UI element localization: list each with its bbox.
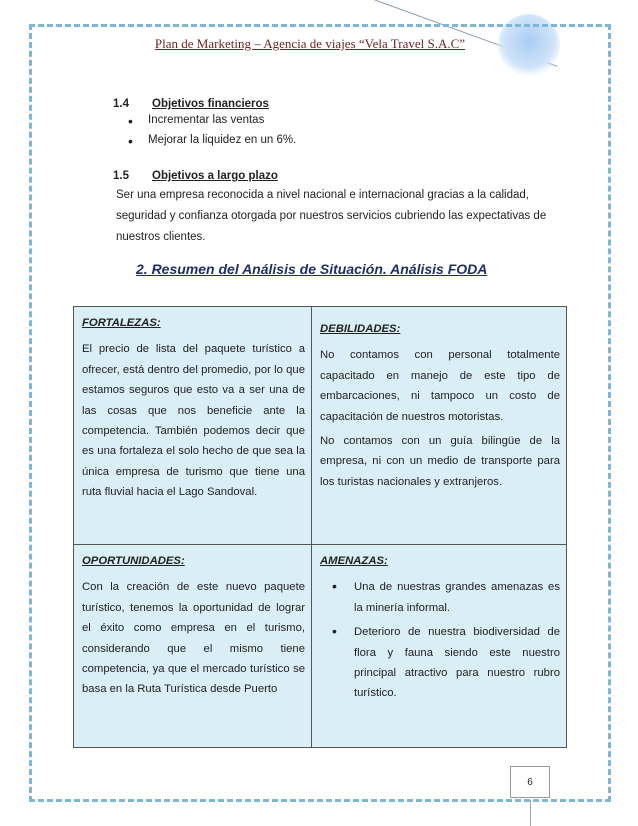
debilidades-heading: DEBILIDADES: [320, 323, 401, 335]
amenazas-list [320, 577, 560, 703]
list-item: • Deterioro de nuestra biodiversidad de flora y fauna siendo este nuestro principal atractivo para nuestro rubro turístico. [354, 622, 560, 704]
section-1-5-number: 1.5 [113, 170, 129, 182]
financial-objectives-list [128, 114, 296, 154]
oportunidades-heading: OPORTUNIDADES: [82, 555, 185, 567]
fortalezas-text: El precio de lista del paquete turístico a ofrecer, está dentro del promedio, por lo que estamos seguros que esto va a ser una de las cosas que nos beneficie ante la competencia. También podemos decir que es una fortaleza el solo hecho de que sea la única empresa de turismo que tiene una ruta fluvial hacia el Lago Sandoval. [82, 343, 305, 499]
debilidades-text: No contamos con un guía bilingüe de la empresa, ni con un medio de transporte para los turistas nacionales y extranjeros. [320, 435, 560, 488]
foda-table [73, 306, 567, 748]
section-1-5-title: Objetivos a largo plazo [152, 170, 278, 182]
oportunidades-text: Con la creación de este nuevo paquete turístico, tenemos la oportunidad de lograr el éxito como empresa en el turismo, considerando que el mismo tiene competencia, ya que el mercado turístico se basa en la Ruta Turística desde Puerto [82, 581, 305, 696]
section-2-title: 2. Resumen del Análisis de Situación. Análisis FODA [136, 261, 488, 277]
section-1-4-number: 1.4 [113, 98, 129, 110]
amenazas-heading: AMENAZAS: [320, 555, 388, 567]
list-item: • Mejorar la liquidez en un 6%. [128, 134, 296, 154]
list-item: • Una de nuestras grandes amenazas es la minería informal. [354, 577, 560, 618]
amenazas-cell [312, 545, 567, 748]
list-item: • Incrementar las ventas [128, 114, 296, 134]
section-1-4-title: Objetivos financieros [152, 98, 269, 110]
decorative-line [530, 800, 531, 826]
fortalezas-cell [74, 307, 312, 545]
oportunidades-cell [74, 545, 312, 748]
page-number: 6 [510, 766, 550, 798]
fortalezas-heading: FORTALEZAS: [82, 317, 161, 329]
debilidades-cell [312, 307, 567, 545]
header-title: Plan de Marketing – Agencia de viajes “Vela Travel S.A.C” [154, 36, 466, 51]
long-term-objectives-text: Ser una empresa reconocida a nivel nacional e internacional gracias a la calidad, seguridad y confianza otorgada por nuestros servicios cubriendo las expectativas de nuestros clientes. [116, 189, 547, 243]
debilidades-text: No contamos con personal totalmente capacitado en manejo de este tipo de embarcaciones, ni tampoco un costo de capacitación de nuestros motoristas. [320, 349, 560, 423]
